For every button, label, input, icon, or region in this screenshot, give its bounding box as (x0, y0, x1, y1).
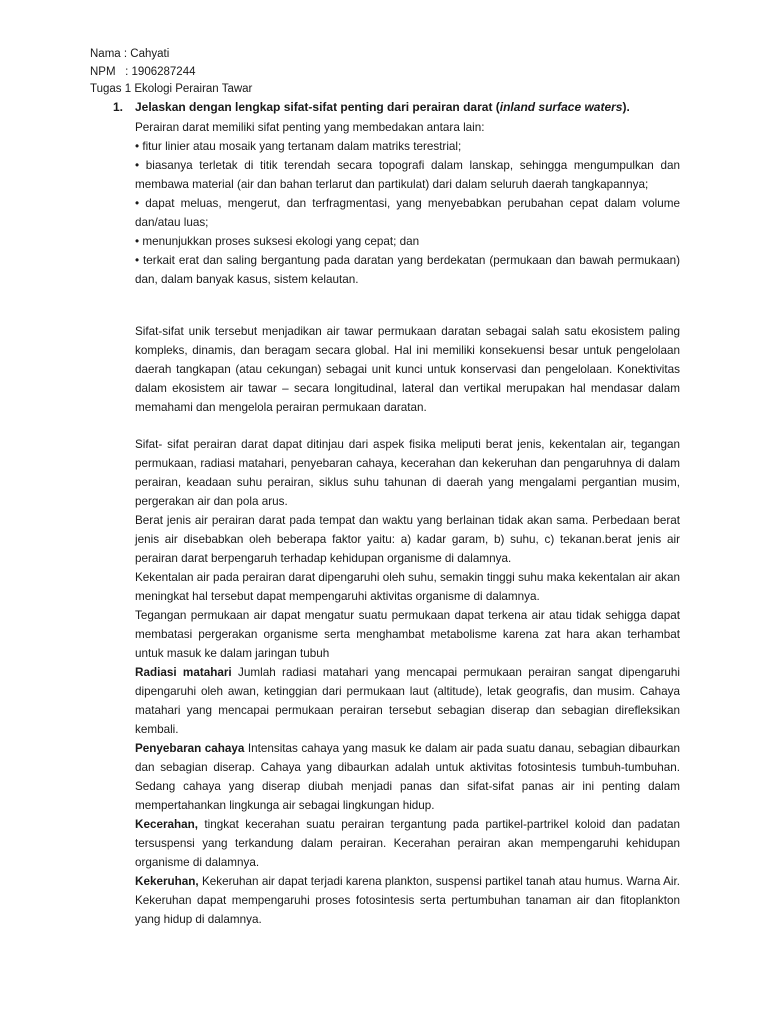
answer-intro-section (135, 118, 680, 289)
property-tegangan (135, 606, 680, 663)
task-title: Tugas 1 Ekologi Perairan Tawar (90, 83, 253, 95)
intro-text: Perairan darat memiliki sifat penting yang membedakan antara lain: (135, 121, 485, 134)
property-text: Intensitas cahaya yang masuk ke dalam air pada suatu danau, sebagian dibaurkan dan sebagian diserap. Cahaya yang dibaurkan adalah untuk aktivitas fotosintesis tumbuh-tumbuhan. Sedang cahaya yang diserap diubah menjadi panas dan sifat-sifat panas air ini penting dalam mempertahankan lingkunga air sebagai lingkungan hidup. (135, 742, 680, 812)
question-number: 1. (113, 100, 124, 114)
property-penyebaran (135, 739, 680, 815)
student-name: Nama : Cahyati (90, 48, 170, 60)
question-text: Jelaskan dengan lengkap sifat-sifat penting dari perairan darat ( (135, 100, 500, 114)
document-header (90, 46, 252, 99)
property-kecerahan (135, 815, 680, 872)
bullet-item: • fitur linier atau mosaik yang tertanam dalam matriks terestrial; (135, 140, 462, 153)
property-kekeruhan (135, 872, 680, 929)
property-berat-jenis (135, 511, 680, 568)
property-lead: Penyebaran cahaya (135, 742, 245, 755)
property-text: Berat jenis air perairan darat pada tempat dan waktu yang berlainan tidak akan sama. Perbedaan berat jenis air disebabkan oleh beberapa faktor yaitu: a) kadar garam, b) suhu, c) tekanan.berat jenis air perairan darat berpengaruh terhadap kehidupan organisme di dalamnya. (135, 514, 680, 565)
question-end: ). (622, 100, 630, 114)
property-text: Kekeruhan air dapat terjadi karena plankton, suspensi partikel tanah atau humus. Warna Air. Kekeruhan dapat mempengaruhi proses fotosintesis serta pertumbuhan tanaman air dan fitoplankton yang hidup di dalamnya. (135, 875, 680, 926)
question-1 (113, 98, 673, 117)
bullet-item: • biasanya terletak di titik terendah secara topografi dalam lanskap, sehingga mengumpulkan dan membawa material (air dan bahan terlarut dan partikulat) dari dalam seluruh daerah tangkapannya; (135, 159, 680, 191)
property-lead: Kecerahan, (135, 818, 199, 831)
bullet-item: • menunjukkan proses suksesi ekologi yang cepat; dan (135, 235, 420, 248)
paragraph-text: Sifat- sifat perairan darat dapat ditinjau dari aspek fisika meliputi berat jenis, kekentalan air, tegangan permukaan, radiasi matahari, penyebaran cahaya, kecerahan dan kekeruhan dan pengaruhnya di dalam perairan, keadaan suhu perairan, siklus suhu tahunan di daerah yang mengalami pergantian musim, pergerakan air dan pola arus. (135, 438, 680, 508)
property-text: tingkat kecerahan suatu perairan tergantung pada partikel-partrikel koloid dan padatan tersuspensi yang terkandung dalam perairan. Kecerahan perairan akan mempengaruhi kehidupan organisme di dalamnya. (135, 818, 680, 869)
paragraph-text: Sifat-sifat unik tersebut menjadikan air tawar permukaan daratan sebagai salah satu ekosistem paling kompleks, dinamis, dan beragam secara global. Hal ini memiliki konsekuensi besar untuk pengelolaan daerah tangkapan (atau cekungan) sebagai unit kunci untuk konservasi dan pengelolaan. Konektivitas dalam ekosistem air tawar – secara longitudinal, lateral dan vertikal merupakan hal mendasar dalam memahami dan mengelola perairan permukaan daratan. (135, 325, 680, 414)
property-kekentalan (135, 568, 680, 606)
property-lead: Kekeruhan, (135, 875, 199, 888)
property-radiasi (135, 663, 680, 739)
property-text: Jumlah radiasi matahari yang mencapai permukaan perairan sangat dipengaruhi dipengaruhi oleh awan, ketinggian dari permukaan laut (altitude), letak geografis, dan musim. Cahaya matahari yang mencapai permukaan perairan tersebut sebagian diserap dan sebagian direfleksikan kembali. (135, 666, 680, 736)
property-text: Tegangan permukaan air dapat mengatur suatu permukaan dapat terkena air atau tidak sehigga dapat membatasi pergerakan organisme serta menghambat metabolisme karena zat hara akan terhambat untuk masuk ke dalam jaringan tubuh (135, 609, 680, 660)
question-emphasis: inland surface waters (499, 100, 623, 114)
bullet-item: • dapat meluas, mengerut, dan terfragmentasi, yang menyebabkan perubahan cepat dalam volume dan/atau luas; (135, 197, 680, 229)
property-text: Kekentalan air pada perairan darat dipengaruhi oleh suhu, semakin tinggi suhu maka kekentalan air akan meningkat hal tersebut dapat mempengaruhi aktivitas organisme di dalamnya. (135, 571, 680, 603)
bullet-item: • terkait erat dan saling bergantung pada daratan yang berdekatan (permukaan dan bawah permukaan) dan, dalam banyak kasus, sistem kelautan. (135, 254, 680, 286)
physical-properties-section (135, 435, 680, 929)
paragraph-unique-properties (135, 322, 680, 417)
property-lead: Radiasi matahari (135, 666, 232, 679)
student-npm: NPM : 1906287244 (90, 65, 196, 78)
